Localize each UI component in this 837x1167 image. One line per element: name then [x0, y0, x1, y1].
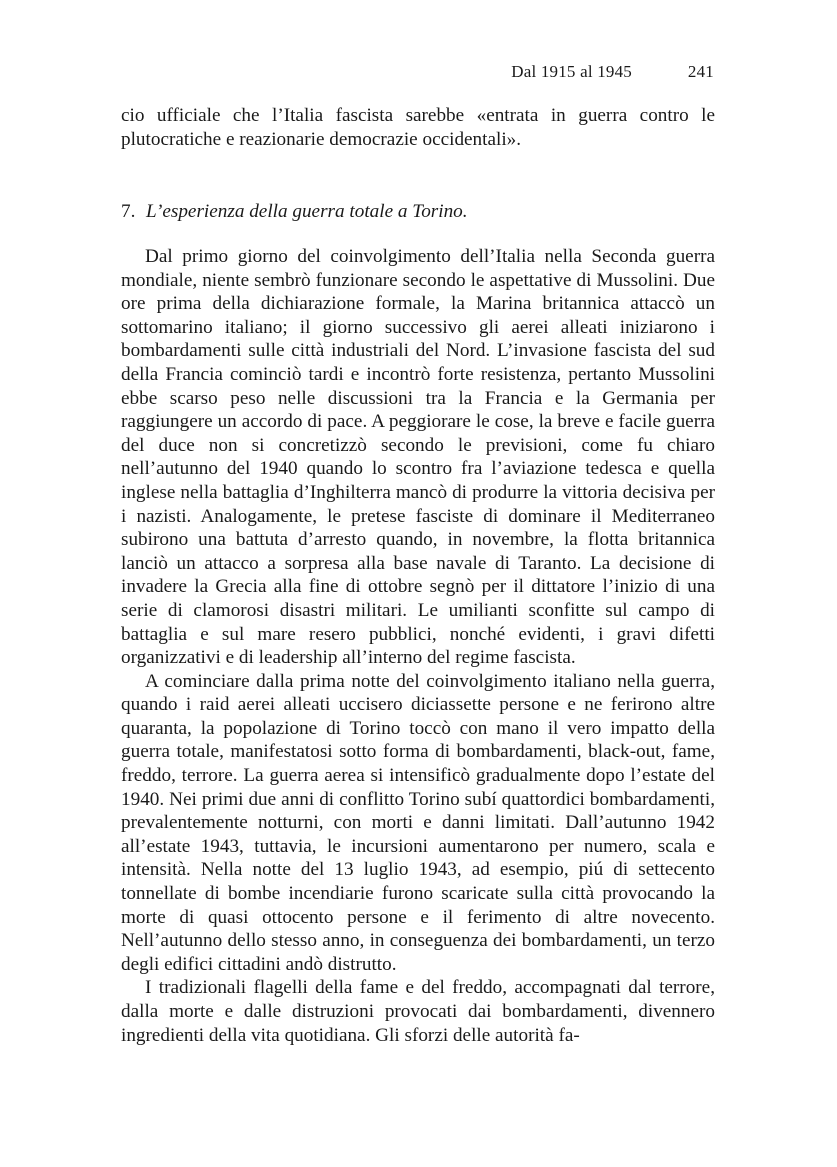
section-number: 7. [121, 201, 136, 222]
section-heading [121, 200, 715, 224]
page-number: 241 [687, 62, 714, 81]
section-title: L’esperienza della guerra totale a Torino. [146, 201, 468, 222]
continuation-paragraph: cio ufficiale che l’Italia fascista sarebbe «entrata in guerra contro le plutocratiche e reazionarie democrazie occidentali». [121, 105, 715, 150]
continuation-paragraph-block [121, 104, 715, 151]
paragraph: Dal primo giorno del coinvolgimento dell’Italia nella Seconda guerra mondiale, niente sembrò funzionare secondo le aspettative di Mussolini. Due ore prima della dichiarazione formale, la Marina britannica attaccò un sottomarino italiano; il giorno successivo gli aerei alleati iniziarono i bombardamenti sulle città industriali del Nord. L’invasione fascista del sud della Francia cominciò tardi e incontrò forte resistenza, pertanto Mussolini ebbe scarso peso nelle discussioni tra la Francia e la Germania per raggiungere un accordo di pace. A peggiorare le cose, la breve e facile guerra del duce non si concretizzò secondo le previsioni, come fu chiaro nell’autunno del 1940 quando lo scontro fra l’aviazione tedesca e quella inglese nella battaglia d’Inghilterra mancò di produrre la vittoria decisiva per i nazisti. Analogamente, le pretese fasciste di dominare il Mediterraneo subirono una battuta d’arresto quando, in novembre, la flotta britannica lanciò un attacco a sorpresa alla base navale di Taranto. La decisione di invadere la Grecia alla fine di ottobre segnò per il dittatore l’inizio di una serie di clamorosi disastri militari. Le umilianti sconfitte sul campo di battaglia e sul mare resero pubblici, nonché evidenti, i gravi difetti organizzativi e di leadership all’interno del regime fascista. [121, 246, 715, 669]
paragraph: A cominciare dalla prima notte del coinvolgimento italiano nella guerra, quando i raid aerei alleati uccisero diciassette persone e ne ferirono altre quaranta, la popolazione di Torino toccò con mano il vero impatto della guerra totale, manifestatosi sotto forma di bombardamenti, black-out, fame, freddo, terrore. La guerra aerea si intensificò gradualmente dopo l’estate del 1940. Nei primi due anni di conflitto Torino subí quattordici bombardamenti, prevalentemente notturni, con morti e danni limitati. Dall’autunno 1942 all’estate 1943, tuttavia, le incursioni aumentarono per numero, scala e intensità. Nella notte del 13 luglio 1943, ad esempio, piú di settecento tonnellate di bombe incendiarie furono scaricate sulla città provocando la morte di quasi ottocento persone e il ferimento di altre novecento. Nell’autunno dello stesso anno, in conseguenza dei bombardamenti, un terzo degli edifici cittadini andò distrutto. [121, 670, 715, 975]
section-body [121, 245, 715, 1047]
running-title: Dal 1915 al 1945 [511, 62, 632, 81]
running-head [120, 62, 714, 86]
paragraph: I tradizionali flagelli della fame e del freddo, accompagnati dal terrore, dalla morte e dalle distruzioni provocati dai bombardamenti, divennero ingredienti della vita quotidiana. Gli sforzi delle autorità fa- [121, 977, 715, 1046]
